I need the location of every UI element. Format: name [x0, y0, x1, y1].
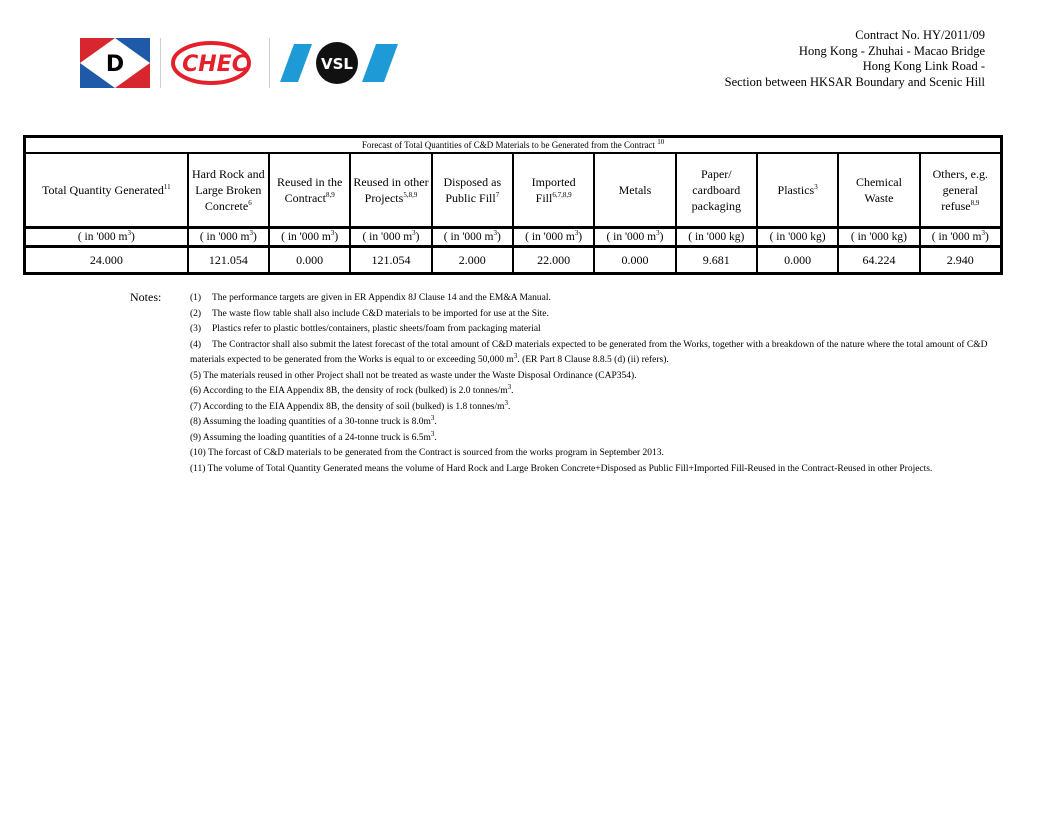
note-item [190, 446, 1010, 462]
column-unit: ( in '000 $m^3$) [513, 227, 594, 246]
column-header [676, 153, 757, 227]
column-value: 64.224 [838, 246, 919, 273]
column-value: 0.000 [269, 246, 350, 273]
column-value: 24.000 [25, 246, 188, 273]
chec-logo-text: CHEC [182, 52, 248, 77]
column-unit: ( in '000 $m^3$) [269, 227, 350, 246]
column-header-footnote: 7 [495, 191, 500, 199]
note-item: (6) According to the EIA Appendix 8B, the density of rock (bulked) is 2.0 tonnes/$m^3$. [190, 382, 514, 396]
column-unit: ( in '000 $m^3$) [350, 227, 431, 246]
note-text: (9) Assuming the loading quantities of a 24-tonne truck is 6.5m [190, 432, 431, 443]
column-value: 9.681 [676, 246, 757, 273]
column-header [269, 153, 350, 227]
note-item: (9) Assuming the loading quantities of a 24-tonne truck is $6.5m^3$. [190, 429, 437, 443]
column-header [838, 153, 919, 227]
column-header-label: Metals [618, 183, 652, 197]
contract-header [725, 28, 985, 90]
column-unit: ( in '000 $m^3$) [920, 227, 1001, 246]
column-header-label: Hard Rock and Large Broken Concrete [191, 167, 265, 213]
column-unit: ( in '000 kg) [757, 227, 838, 246]
notes-list [190, 291, 1010, 477]
note-number: (4) [190, 339, 202, 350]
column-value: 121.054 [350, 246, 431, 273]
note-number: (1) [190, 293, 202, 303]
note-item: (4) The Contractor shall also submit the latest forecast of the total amount of C&D materials expected to be generated from the Works, together with a breakdown of the nature where the total amount of C&D materials expected to be generated from the Works is equal to or exceeding 50,000 $m^3$. (ER Part 8 Clause 8.8.5 (d) (ii) refers). [190, 339, 988, 365]
column-header-label: Chemical Waste [855, 175, 902, 205]
column-header-footnote: 8,9 [970, 199, 980, 207]
table-header-row [25, 153, 1001, 227]
note-text: (8) Assuming the loading quantities of a 30-tonne truck is 8.0m [190, 417, 431, 427]
column-value: 0.000 [594, 246, 675, 273]
column-value: 2.000 [432, 246, 513, 273]
project-subsection: Section between HKSAR Boundary and Scenic Hill [724, 74, 985, 89]
column-header-footnote: 5,8,9 [403, 191, 418, 199]
note-number: (2) [190, 308, 202, 319]
note-item: (8) Assuming the loading quantities of a 30-tonne truck is $8.0m^3$. [190, 413, 437, 427]
column-value: 22.000 [513, 246, 594, 273]
column-header-label: Paper/ cardboard packaging [691, 167, 741, 213]
d-logo-letter: D [105, 52, 125, 77]
column-header-label: Plastics [777, 183, 815, 197]
note-text: (5) The materials reused in other Project shall not be treated as waste under the Waste Disposal Ordinance (CAP354). [190, 370, 637, 381]
column-value: 2.940 [920, 246, 1001, 273]
contract-number: Contract No. HY/2011/09 [855, 28, 985, 42]
chec-logo [171, 38, 259, 88]
column-header-label: Disposed as Public Fill [443, 175, 502, 205]
column-header [757, 153, 838, 227]
company-logos [80, 36, 400, 90]
note-item [190, 322, 1010, 338]
logo-divider [160, 38, 161, 88]
dragages-logo [80, 38, 150, 88]
note-item [190, 369, 1010, 385]
vsl-logo [280, 38, 400, 88]
note-text: (11) The volume of Total Quantity Generated means the volume of Hard Rock and Large Broken Concrete+Disposed as Public Fill+Imported Fill-Reused in the Contract-Reused in other Projects. [190, 463, 933, 474]
column-unit: ( in '000 $m^3$) [188, 227, 269, 246]
table-values-row [25, 246, 1001, 273]
table-title: Forecast of Total Quantities of C&D Materials to be Generated from the Contract $^{10}$ [25, 137, 1001, 153]
column-value: 0.000 [757, 246, 838, 273]
column-header [25, 153, 188, 227]
column-unit: ( in '000 kg) [676, 227, 757, 246]
note-text: (7) According to the EIA Appendix 8B, the density of soil (bulked) is 1.8 tonnes/m [190, 401, 505, 412]
column-header-footnote: 11 [163, 183, 171, 191]
note-text: The performance targets are given in ER Appendix 8J Clause 14 and the EM&A Manual. [212, 293, 551, 303]
logo-divider [269, 38, 270, 88]
column-header-label: Imported Fill [531, 175, 576, 205]
column-header [594, 153, 675, 227]
vsl-logo-text: VSL [321, 55, 353, 73]
note-item [190, 291, 1010, 307]
project-section: Hong Kong Link Road - [862, 59, 985, 73]
column-header [432, 153, 513, 227]
forecast-table-wrapper [23, 135, 1003, 275]
column-header-footnote: 8,9 [325, 191, 335, 199]
column-unit: ( in '000 $m^3$) [25, 227, 188, 246]
forecast-table [23, 135, 1003, 275]
table-title-row [25, 137, 1001, 153]
column-header-label: Total Quantity Generated [42, 183, 164, 197]
note-text: Plastics refer to plastic bottles/containers, plastic sheets/foam from packaging material [212, 324, 541, 334]
notes-label: Notes: [130, 290, 162, 304]
note-item [190, 462, 1010, 478]
note-item: (7) According to the EIA Appendix 8B, the density of soil (bulked) is 1.8 tonnes/$m^3$. [190, 398, 511, 412]
column-unit: ( in '000 kg) [838, 227, 919, 246]
note-number: (3) [190, 324, 202, 334]
column-unit: ( in '000 $m^3$) [594, 227, 675, 246]
note-text: The Contractor shall also submit the latest forecast of the total amount of C&D materials expected to be generated from the Works, together with a breakdown of the nature where the total amount of C&D materials expected to be generated from the Works is equal to or exceeding 50,000 m [190, 339, 988, 365]
note-item [190, 307, 1010, 323]
column-header-label: Others, e.g. general refuse [932, 167, 988, 213]
column-header-footnote: 6,7,8,9 [552, 191, 572, 199]
column-header-footnote: 3 [814, 183, 818, 191]
table-units-row [25, 227, 1001, 246]
column-header-label: Reused in other Projects [353, 175, 429, 205]
note-text: The waste flow table shall also include C&D materials to be imported for use at the Site. [212, 308, 549, 319]
column-header [188, 153, 269, 227]
column-header-label: Reused in the Contract [276, 175, 343, 205]
column-unit: ( in '000 $m^3$) [432, 227, 513, 246]
project-name: Hong Kong - Zhuhai - Macao Bridge [798, 43, 985, 58]
column-value: 121.054 [188, 246, 269, 273]
note-text: (6) According to the EIA Appendix 8B, the density of rock (bulked) is 2.0 tonnes/m [190, 386, 508, 396]
column-header [920, 153, 1001, 227]
column-header [513, 153, 594, 227]
note-text: (10) The forcast of C&D materials to be generated from the Contract is sourced from the works program in September 2013. [190, 448, 664, 458]
column-header [350, 153, 431, 227]
column-header-footnote: 6 [248, 199, 252, 207]
